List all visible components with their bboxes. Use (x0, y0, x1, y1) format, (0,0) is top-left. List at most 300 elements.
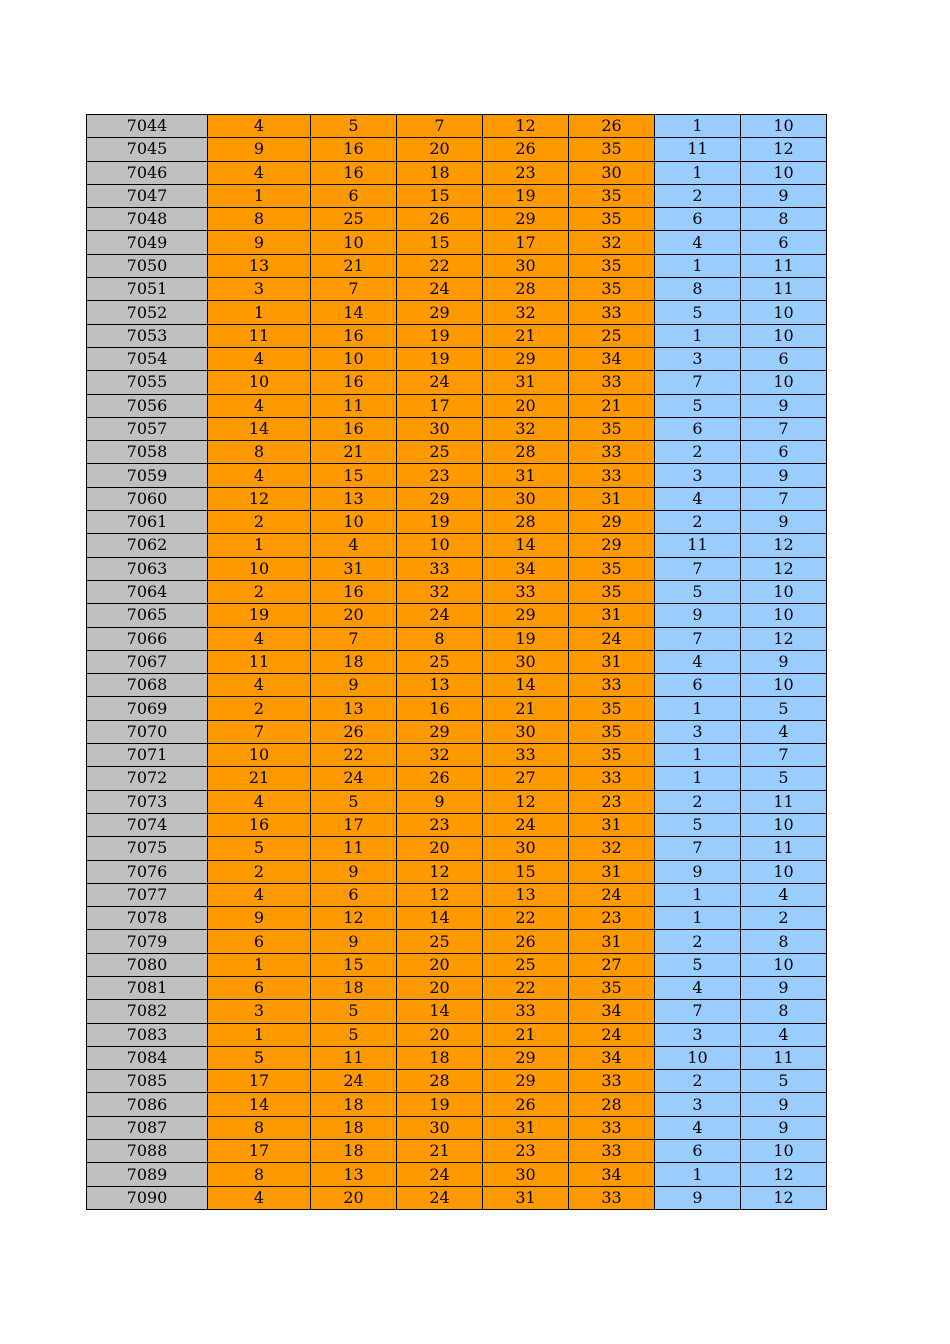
front-number-cell[interactable]: 28 (483, 511, 569, 534)
front-number-cell[interactable]: 12 (397, 860, 483, 883)
front-number-cell[interactable]: 16 (397, 697, 483, 720)
front-number-cell[interactable]: 10 (397, 534, 483, 557)
front-number-cell[interactable]: 31 (483, 1116, 569, 1139)
front-number-cell[interactable]: 33 (569, 1116, 655, 1139)
back-number-cell[interactable]: 3 (655, 1023, 741, 1046)
back-number-cell[interactable]: 8 (741, 930, 827, 953)
front-number-cell[interactable]: 22 (397, 254, 483, 277)
front-number-cell[interactable]: 18 (311, 976, 397, 999)
front-number-cell[interactable]: 26 (483, 1093, 569, 1116)
front-number-cell[interactable]: 1 (208, 301, 311, 324)
back-number-cell[interactable]: 6 (741, 231, 827, 254)
back-number-cell[interactable]: 10 (741, 813, 827, 836)
front-number-cell[interactable]: 29 (397, 301, 483, 324)
back-number-cell[interactable]: 9 (741, 1116, 827, 1139)
back-number-cell[interactable]: 4 (655, 650, 741, 673)
front-number-cell[interactable]: 16 (208, 813, 311, 836)
front-number-cell[interactable]: 8 (208, 1163, 311, 1186)
front-number-cell[interactable]: 26 (397, 208, 483, 231)
front-number-cell[interactable]: 24 (397, 278, 483, 301)
front-number-cell[interactable]: 7 (311, 627, 397, 650)
front-number-cell[interactable]: 27 (483, 767, 569, 790)
back-number-cell[interactable]: 12 (741, 627, 827, 650)
front-number-cell[interactable]: 4 (208, 883, 311, 906)
back-number-cell[interactable]: 3 (655, 347, 741, 370)
front-number-cell[interactable]: 33 (569, 1186, 655, 1209)
back-number-cell[interactable]: 2 (655, 930, 741, 953)
front-number-cell[interactable]: 18 (311, 650, 397, 673)
front-number-cell[interactable]: 4 (208, 790, 311, 813)
front-number-cell[interactable]: 20 (397, 976, 483, 999)
front-number-cell[interactable]: 31 (483, 371, 569, 394)
front-number-cell[interactable]: 19 (483, 184, 569, 207)
back-number-cell[interactable]: 9 (741, 184, 827, 207)
row-id-cell[interactable]: 7062 (87, 534, 208, 557)
front-number-cell[interactable]: 25 (397, 650, 483, 673)
front-number-cell[interactable]: 33 (569, 371, 655, 394)
back-number-cell[interactable]: 10 (655, 1046, 741, 1069)
front-number-cell[interactable]: 17 (483, 231, 569, 254)
front-number-cell[interactable]: 30 (483, 650, 569, 673)
front-number-cell[interactable]: 35 (569, 720, 655, 743)
front-number-cell[interactable]: 11 (311, 1046, 397, 1069)
front-number-cell[interactable]: 30 (397, 417, 483, 440)
front-number-cell[interactable]: 29 (569, 511, 655, 534)
back-number-cell[interactable]: 6 (655, 674, 741, 697)
back-number-cell[interactable]: 4 (655, 231, 741, 254)
front-number-cell[interactable]: 32 (569, 837, 655, 860)
row-id-cell[interactable]: 7072 (87, 767, 208, 790)
front-number-cell[interactable]: 9 (311, 674, 397, 697)
row-id-cell[interactable]: 7085 (87, 1070, 208, 1093)
row-id-cell[interactable]: 7081 (87, 976, 208, 999)
front-number-cell[interactable]: 8 (208, 441, 311, 464)
back-number-cell[interactable]: 7 (741, 744, 827, 767)
back-number-cell[interactable]: 7 (655, 1000, 741, 1023)
front-number-cell[interactable]: 6 (311, 883, 397, 906)
front-number-cell[interactable]: 16 (311, 371, 397, 394)
front-number-cell[interactable]: 33 (397, 557, 483, 580)
front-number-cell[interactable]: 25 (311, 208, 397, 231)
front-number-cell[interactable]: 25 (397, 930, 483, 953)
front-number-cell[interactable]: 24 (569, 883, 655, 906)
row-id-cell[interactable]: 7079 (87, 930, 208, 953)
front-number-cell[interactable]: 15 (397, 184, 483, 207)
front-number-cell[interactable]: 25 (483, 953, 569, 976)
row-id-cell[interactable]: 7065 (87, 604, 208, 627)
front-number-cell[interactable]: 13 (397, 674, 483, 697)
back-number-cell[interactable]: 12 (741, 1186, 827, 1209)
front-number-cell[interactable]: 29 (483, 1046, 569, 1069)
front-number-cell[interactable]: 9 (208, 907, 311, 930)
front-number-cell[interactable]: 10 (311, 511, 397, 534)
front-number-cell[interactable]: 34 (569, 1000, 655, 1023)
front-number-cell[interactable]: 14 (311, 301, 397, 324)
front-number-cell[interactable]: 30 (483, 487, 569, 510)
front-number-cell[interactable]: 21 (397, 1140, 483, 1163)
row-id-cell[interactable]: 7066 (87, 627, 208, 650)
front-number-cell[interactable]: 30 (397, 1116, 483, 1139)
back-number-cell[interactable]: 11 (741, 254, 827, 277)
front-number-cell[interactable]: 7 (311, 278, 397, 301)
row-id-cell[interactable]: 7058 (87, 441, 208, 464)
row-id-cell[interactable]: 7083 (87, 1023, 208, 1046)
row-id-cell[interactable]: 7068 (87, 674, 208, 697)
row-id-cell[interactable]: 7084 (87, 1046, 208, 1069)
back-number-cell[interactable]: 4 (741, 1023, 827, 1046)
front-number-cell[interactable]: 33 (569, 464, 655, 487)
front-number-cell[interactable]: 33 (483, 1000, 569, 1023)
row-id-cell[interactable]: 7073 (87, 790, 208, 813)
front-number-cell[interactable]: 2 (208, 580, 311, 603)
back-number-cell[interactable]: 9 (741, 1093, 827, 1116)
back-number-cell[interactable]: 12 (741, 557, 827, 580)
row-id-cell[interactable]: 7078 (87, 907, 208, 930)
back-number-cell[interactable]: 1 (655, 324, 741, 347)
front-number-cell[interactable]: 32 (397, 580, 483, 603)
front-number-cell[interactable]: 35 (569, 557, 655, 580)
front-number-cell[interactable]: 14 (208, 1093, 311, 1116)
front-number-cell[interactable]: 28 (397, 1070, 483, 1093)
front-number-cell[interactable]: 29 (397, 720, 483, 743)
back-number-cell[interactable]: 10 (741, 860, 827, 883)
front-number-cell[interactable]: 17 (397, 394, 483, 417)
front-number-cell[interactable]: 19 (397, 347, 483, 370)
front-number-cell[interactable]: 34 (569, 347, 655, 370)
front-number-cell[interactable]: 1 (208, 1023, 311, 1046)
front-number-cell[interactable]: 14 (208, 417, 311, 440)
back-number-cell[interactable]: 11 (741, 790, 827, 813)
row-id-cell[interactable]: 7067 (87, 650, 208, 673)
front-number-cell[interactable]: 15 (483, 860, 569, 883)
front-number-cell[interactable]: 17 (208, 1070, 311, 1093)
front-number-cell[interactable]: 31 (483, 1186, 569, 1209)
front-number-cell[interactable]: 35 (569, 744, 655, 767)
row-id-cell[interactable]: 7053 (87, 324, 208, 347)
front-number-cell[interactable]: 1 (208, 953, 311, 976)
front-number-cell[interactable]: 11 (311, 837, 397, 860)
front-number-cell[interactable]: 4 (208, 674, 311, 697)
front-number-cell[interactable]: 31 (569, 604, 655, 627)
front-number-cell[interactable]: 1 (208, 534, 311, 557)
row-id-cell[interactable]: 7089 (87, 1163, 208, 1186)
front-number-cell[interactable]: 11 (311, 394, 397, 417)
back-number-cell[interactable]: 10 (741, 953, 827, 976)
row-id-cell[interactable]: 7077 (87, 883, 208, 906)
back-number-cell[interactable]: 10 (741, 604, 827, 627)
front-number-cell[interactable]: 6 (311, 184, 397, 207)
row-id-cell[interactable]: 7056 (87, 394, 208, 417)
back-number-cell[interactable]: 3 (655, 464, 741, 487)
back-number-cell[interactable]: 2 (655, 184, 741, 207)
row-id-cell[interactable]: 7046 (87, 161, 208, 184)
front-number-cell[interactable]: 16 (311, 324, 397, 347)
front-number-cell[interactable]: 25 (397, 441, 483, 464)
front-number-cell[interactable]: 24 (397, 1186, 483, 1209)
back-number-cell[interactable]: 6 (655, 1140, 741, 1163)
back-number-cell[interactable]: 5 (741, 767, 827, 790)
front-number-cell[interactable]: 24 (569, 627, 655, 650)
row-id-cell[interactable]: 7090 (87, 1186, 208, 1209)
back-number-cell[interactable]: 1 (655, 767, 741, 790)
front-number-cell[interactable]: 24 (397, 604, 483, 627)
front-number-cell[interactable]: 29 (483, 208, 569, 231)
front-number-cell[interactable]: 21 (569, 394, 655, 417)
front-number-cell[interactable]: 13 (311, 1163, 397, 1186)
back-number-cell[interactable]: 12 (741, 138, 827, 161)
front-number-cell[interactable]: 26 (569, 115, 655, 138)
front-number-cell[interactable]: 20 (397, 953, 483, 976)
back-number-cell[interactable]: 5 (741, 1070, 827, 1093)
back-number-cell[interactable]: 12 (741, 1163, 827, 1186)
back-number-cell[interactable]: 1 (655, 883, 741, 906)
back-number-cell[interactable]: 7 (655, 557, 741, 580)
front-number-cell[interactable]: 35 (569, 208, 655, 231)
row-id-cell[interactable]: 7061 (87, 511, 208, 534)
front-number-cell[interactable]: 1 (208, 184, 311, 207)
back-number-cell[interactable]: 8 (741, 1000, 827, 1023)
row-id-cell[interactable]: 7070 (87, 720, 208, 743)
back-number-cell[interactable]: 4 (741, 883, 827, 906)
front-number-cell[interactable]: 33 (569, 1070, 655, 1093)
front-number-cell[interactable]: 26 (483, 138, 569, 161)
front-number-cell[interactable]: 10 (311, 231, 397, 254)
row-id-cell[interactable]: 7087 (87, 1116, 208, 1139)
front-number-cell[interactable]: 8 (208, 1116, 311, 1139)
front-number-cell[interactable]: 10 (208, 557, 311, 580)
front-number-cell[interactable]: 30 (569, 161, 655, 184)
front-number-cell[interactable]: 31 (483, 464, 569, 487)
row-id-cell[interactable]: 7088 (87, 1140, 208, 1163)
back-number-cell[interactable]: 11 (655, 534, 741, 557)
front-number-cell[interactable]: 20 (311, 604, 397, 627)
front-number-cell[interactable]: 7 (397, 115, 483, 138)
front-number-cell[interactable]: 5 (208, 837, 311, 860)
front-number-cell[interactable]: 20 (483, 394, 569, 417)
front-number-cell[interactable]: 9 (208, 231, 311, 254)
front-number-cell[interactable]: 27 (569, 953, 655, 976)
back-number-cell[interactable]: 1 (655, 1163, 741, 1186)
front-number-cell[interactable]: 4 (208, 161, 311, 184)
back-number-cell[interactable]: 12 (741, 534, 827, 557)
front-number-cell[interactable]: 12 (397, 883, 483, 906)
front-number-cell[interactable]: 35 (569, 976, 655, 999)
front-number-cell[interactable]: 8 (208, 208, 311, 231)
back-number-cell[interactable]: 11 (655, 138, 741, 161)
front-number-cell[interactable]: 9 (397, 790, 483, 813)
front-number-cell[interactable]: 31 (569, 650, 655, 673)
row-id-cell[interactable]: 7057 (87, 417, 208, 440)
front-number-cell[interactable]: 16 (311, 138, 397, 161)
front-number-cell[interactable]: 9 (311, 860, 397, 883)
back-number-cell[interactable]: 10 (741, 1140, 827, 1163)
front-number-cell[interactable]: 18 (311, 1093, 397, 1116)
front-number-cell[interactable]: 5 (311, 790, 397, 813)
front-number-cell[interactable]: 33 (569, 1140, 655, 1163)
front-number-cell[interactable]: 34 (483, 557, 569, 580)
row-id-cell[interactable]: 7075 (87, 837, 208, 860)
front-number-cell[interactable]: 3 (208, 1000, 311, 1023)
front-number-cell[interactable]: 3 (208, 278, 311, 301)
front-number-cell[interactable]: 13 (311, 487, 397, 510)
back-number-cell[interactable]: 5 (655, 953, 741, 976)
row-id-cell[interactable]: 7059 (87, 464, 208, 487)
front-number-cell[interactable]: 29 (397, 487, 483, 510)
front-number-cell[interactable]: 34 (569, 1046, 655, 1069)
row-id-cell[interactable]: 7074 (87, 813, 208, 836)
front-number-cell[interactable]: 21 (208, 767, 311, 790)
front-number-cell[interactable]: 35 (569, 254, 655, 277)
front-number-cell[interactable]: 19 (397, 324, 483, 347)
front-number-cell[interactable]: 24 (397, 1163, 483, 1186)
front-number-cell[interactable]: 7 (208, 720, 311, 743)
front-number-cell[interactable]: 16 (311, 161, 397, 184)
back-number-cell[interactable]: 5 (655, 394, 741, 417)
front-number-cell[interactable]: 31 (311, 557, 397, 580)
front-number-cell[interactable]: 20 (397, 138, 483, 161)
front-number-cell[interactable]: 11 (208, 324, 311, 347)
back-number-cell[interactable]: 7 (655, 837, 741, 860)
row-id-cell[interactable]: 7086 (87, 1093, 208, 1116)
front-number-cell[interactable]: 12 (311, 907, 397, 930)
back-number-cell[interactable]: 6 (741, 441, 827, 464)
back-number-cell[interactable]: 10 (741, 301, 827, 324)
row-id-cell[interactable]: 7080 (87, 953, 208, 976)
front-number-cell[interactable]: 24 (311, 767, 397, 790)
front-number-cell[interactable]: 20 (311, 1186, 397, 1209)
back-number-cell[interactable]: 5 (741, 697, 827, 720)
back-number-cell[interactable]: 11 (741, 837, 827, 860)
row-id-cell[interactable]: 7055 (87, 371, 208, 394)
front-number-cell[interactable]: 18 (397, 161, 483, 184)
front-number-cell[interactable]: 31 (569, 487, 655, 510)
back-number-cell[interactable]: 4 (741, 720, 827, 743)
row-id-cell[interactable]: 7045 (87, 138, 208, 161)
back-number-cell[interactable]: 1 (655, 697, 741, 720)
front-number-cell[interactable]: 33 (569, 674, 655, 697)
back-number-cell[interactable]: 1 (655, 161, 741, 184)
front-number-cell[interactable]: 4 (208, 115, 311, 138)
back-number-cell[interactable]: 6 (655, 208, 741, 231)
back-number-cell[interactable]: 2 (655, 441, 741, 464)
front-number-cell[interactable]: 10 (208, 371, 311, 394)
row-id-cell[interactable]: 7071 (87, 744, 208, 767)
front-number-cell[interactable]: 19 (483, 627, 569, 650)
front-number-cell[interactable]: 21 (483, 1023, 569, 1046)
front-number-cell[interactable]: 23 (569, 907, 655, 930)
front-number-cell[interactable]: 19 (397, 511, 483, 534)
front-number-cell[interactable]: 28 (569, 1093, 655, 1116)
front-number-cell[interactable]: 4 (208, 1186, 311, 1209)
front-number-cell[interactable]: 4 (311, 534, 397, 557)
front-number-cell[interactable]: 11 (208, 650, 311, 673)
front-number-cell[interactable]: 4 (208, 394, 311, 417)
front-number-cell[interactable]: 17 (311, 813, 397, 836)
back-number-cell[interactable]: 1 (655, 254, 741, 277)
row-id-cell[interactable]: 7051 (87, 278, 208, 301)
front-number-cell[interactable]: 12 (483, 115, 569, 138)
row-id-cell[interactable]: 7060 (87, 487, 208, 510)
back-number-cell[interactable]: 1 (655, 744, 741, 767)
front-number-cell[interactable]: 15 (311, 953, 397, 976)
front-number-cell[interactable]: 22 (483, 976, 569, 999)
row-id-cell[interactable]: 7054 (87, 347, 208, 370)
front-number-cell[interactable]: 14 (483, 674, 569, 697)
front-number-cell[interactable]: 28 (483, 278, 569, 301)
front-number-cell[interactable]: 5 (311, 1023, 397, 1046)
back-number-cell[interactable]: 2 (655, 511, 741, 534)
row-id-cell[interactable]: 7052 (87, 301, 208, 324)
front-number-cell[interactable]: 35 (569, 697, 655, 720)
back-number-cell[interactable]: 10 (741, 161, 827, 184)
back-number-cell[interactable]: 5 (655, 580, 741, 603)
front-number-cell[interactable]: 33 (569, 441, 655, 464)
front-number-cell[interactable]: 15 (311, 464, 397, 487)
front-number-cell[interactable]: 35 (569, 278, 655, 301)
front-number-cell[interactable]: 35 (569, 184, 655, 207)
row-id-cell[interactable]: 7047 (87, 184, 208, 207)
front-number-cell[interactable]: 2 (208, 511, 311, 534)
back-number-cell[interactable]: 3 (655, 720, 741, 743)
row-id-cell[interactable]: 7082 (87, 1000, 208, 1023)
front-number-cell[interactable]: 5 (311, 1000, 397, 1023)
front-number-cell[interactable]: 13 (311, 697, 397, 720)
front-number-cell[interactable]: 30 (483, 837, 569, 860)
back-number-cell[interactable]: 10 (741, 371, 827, 394)
front-number-cell[interactable]: 26 (397, 767, 483, 790)
front-number-cell[interactable]: 21 (311, 441, 397, 464)
back-number-cell[interactable]: 3 (655, 1093, 741, 1116)
front-number-cell[interactable]: 30 (483, 1163, 569, 1186)
back-number-cell[interactable]: 9 (655, 604, 741, 627)
front-number-cell[interactable]: 23 (397, 813, 483, 836)
front-number-cell[interactable]: 6 (208, 930, 311, 953)
back-number-cell[interactable]: 2 (655, 790, 741, 813)
front-number-cell[interactable]: 10 (311, 347, 397, 370)
front-number-cell[interactable]: 29 (483, 1070, 569, 1093)
back-number-cell[interactable]: 8 (655, 278, 741, 301)
front-number-cell[interactable]: 15 (397, 231, 483, 254)
front-number-cell[interactable]: 6 (208, 976, 311, 999)
front-number-cell[interactable]: 22 (483, 907, 569, 930)
back-number-cell[interactable]: 2 (655, 1070, 741, 1093)
back-number-cell[interactable]: 7 (655, 371, 741, 394)
front-number-cell[interactable]: 24 (397, 371, 483, 394)
front-number-cell[interactable]: 16 (311, 417, 397, 440)
front-number-cell[interactable]: 18 (311, 1116, 397, 1139)
back-number-cell[interactable]: 11 (741, 278, 827, 301)
back-number-cell[interactable]: 5 (655, 301, 741, 324)
front-number-cell[interactable]: 23 (397, 464, 483, 487)
front-number-cell[interactable]: 18 (397, 1046, 483, 1069)
back-number-cell[interactable]: 4 (655, 976, 741, 999)
front-number-cell[interactable]: 33 (569, 767, 655, 790)
front-number-cell[interactable]: 14 (483, 534, 569, 557)
back-number-cell[interactable]: 9 (655, 1186, 741, 1209)
front-number-cell[interactable]: 2 (208, 697, 311, 720)
front-number-cell[interactable]: 31 (569, 860, 655, 883)
row-id-cell[interactable]: 7044 (87, 115, 208, 138)
front-number-cell[interactable]: 31 (569, 930, 655, 953)
front-number-cell[interactable]: 21 (483, 324, 569, 347)
front-number-cell[interactable]: 25 (569, 324, 655, 347)
row-id-cell[interactable]: 7050 (87, 254, 208, 277)
back-number-cell[interactable]: 7 (655, 627, 741, 650)
front-number-cell[interactable]: 34 (569, 1163, 655, 1186)
front-number-cell[interactable]: 20 (397, 1023, 483, 1046)
front-number-cell[interactable]: 29 (483, 604, 569, 627)
front-number-cell[interactable]: 31 (569, 813, 655, 836)
